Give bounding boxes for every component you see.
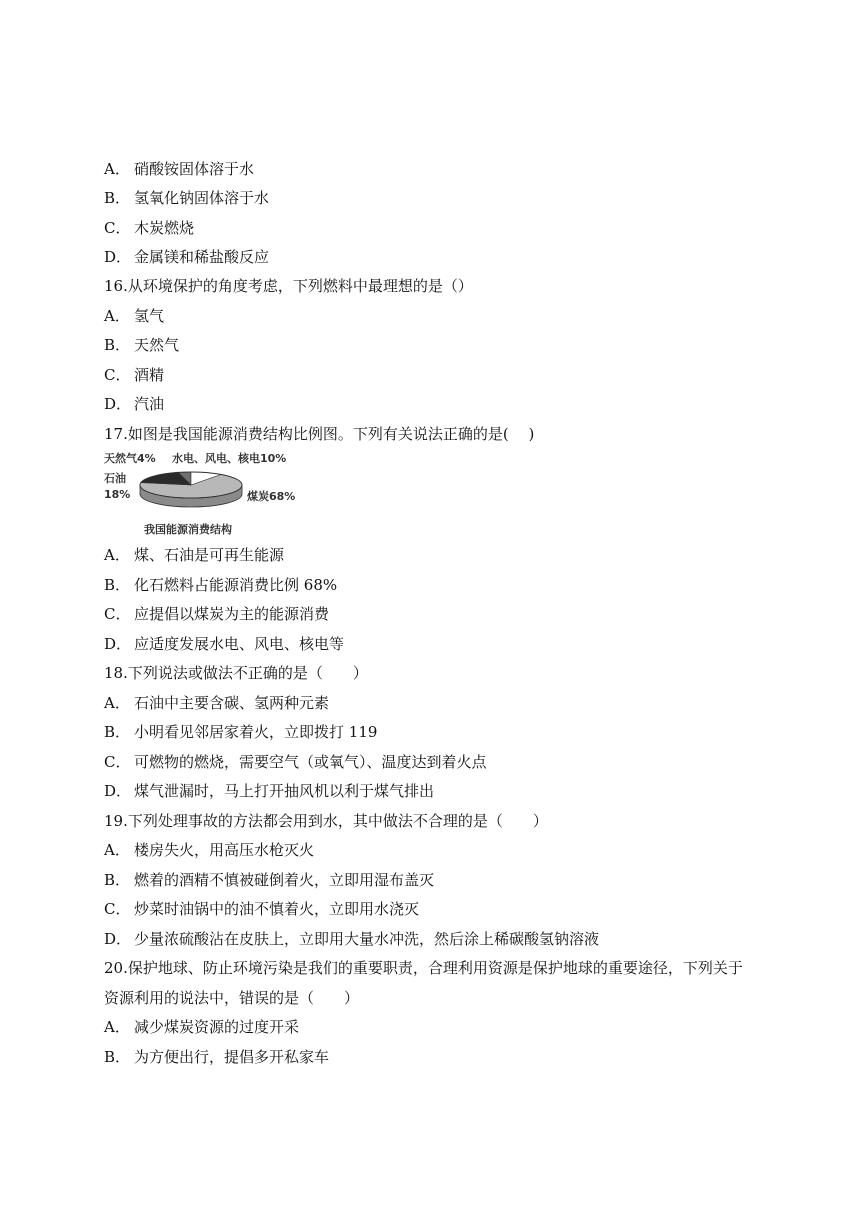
option-label: B． — [104, 189, 131, 207]
option-text: 为方便出行，提倡多开私家车 — [134, 1048, 330, 1066]
option-text: 煤气泄漏时，马上打开抽风机以利于煤气排出 — [134, 782, 435, 800]
q20-option-a — [104, 1017, 299, 1037]
option-text: 汽油 — [134, 395, 165, 413]
option-text: 硝酸铵固体溶于水 — [134, 160, 255, 178]
q16-option-b — [104, 335, 179, 355]
option-text: 可燃物的燃烧，需要空气（或氧气）、温度达到着火点 — [134, 753, 487, 771]
q16-option-d — [104, 394, 164, 414]
option-label: C． — [104, 366, 131, 384]
q20-stem-line-2: 资源利用的说法中，错误的是（ ） — [104, 989, 360, 1007]
q15-option-b — [104, 188, 269, 208]
label-natural-gas: 天然气4% — [104, 452, 156, 465]
q18-option-b — [104, 722, 377, 742]
option-label: B． — [104, 871, 131, 889]
option-text: 氢氧化钠固体溶于水 — [134, 189, 270, 207]
option-text: 应适度发展水电、风电、核电等 — [134, 635, 345, 653]
option-text: 楼房失火，用高压水枪灭火 — [134, 841, 315, 859]
label-oil-name: 石油 — [104, 472, 126, 485]
option-label: D． — [104, 782, 132, 800]
option-text: 氢气 — [134, 307, 165, 325]
option-text: 应提倡以煤炭为主的能源消费 — [134, 605, 330, 623]
option-label: A． — [104, 546, 130, 564]
option-text: 煤、石油是可再生能源 — [134, 546, 285, 564]
label-hydro-wind-nuclear: 水电、风电、核电10% — [172, 452, 287, 465]
energy-pie-figure — [104, 449, 314, 541]
option-text: 金属镁和稀盐酸反应 — [134, 248, 270, 266]
option-text: 酒精 — [134, 366, 165, 384]
option-label: C． — [104, 219, 131, 237]
q20-stem-line-1: 20.保护地球、防止环境污染是我们的重要职责，合理利用资源是保护地球的重要途径，下列关于 — [104, 959, 743, 977]
option-label: A． — [104, 160, 130, 178]
q20-option-b — [104, 1047, 329, 1067]
q17-option-b — [104, 575, 337, 595]
energy-pie-svg — [104, 449, 314, 541]
option-label: A． — [104, 307, 130, 325]
option-label: D． — [104, 248, 132, 266]
option-text: 小明看见邻居家着火，立即拨打 119 — [134, 723, 378, 741]
option-label: D． — [104, 395, 132, 413]
q18-option-c — [104, 752, 487, 772]
q17-option-d — [104, 634, 344, 654]
option-label: C． — [104, 900, 131, 918]
option-label: D． — [104, 635, 132, 653]
option-label: B． — [104, 723, 131, 741]
option-text: 化石燃料占能源消费比例 68% — [134, 576, 338, 594]
figure-caption: 我国能源消费结构 — [144, 523, 232, 536]
option-label: B． — [104, 336, 131, 354]
option-text: 天然气 — [134, 336, 180, 354]
option-label: C． — [104, 753, 131, 771]
q18-stem: 18.下列说法或做法不正确的是（ ） — [104, 664, 368, 682]
q19-option-a — [104, 840, 314, 860]
label-oil-percent: 18% — [104, 488, 131, 501]
option-label: D． — [104, 930, 132, 948]
q15-option-c — [104, 218, 194, 238]
q16-stem: 16.从环境保护的角度考虑，下列燃料中最理想的是（） — [104, 277, 473, 295]
q19-option-b — [104, 870, 434, 890]
q19-option-d — [104, 929, 599, 949]
q18-option-d — [104, 781, 434, 801]
q16-option-a — [104, 306, 164, 326]
option-label: C． — [104, 605, 131, 623]
q18-option-a — [104, 693, 329, 713]
q19-option-c — [104, 899, 419, 919]
q17-option-a — [104, 545, 284, 565]
q16-option-c — [104, 365, 164, 385]
option-text: 减少煤炭资源的过度开采 — [134, 1018, 300, 1036]
option-text: 石油中主要含碳、氢两种元素 — [134, 694, 330, 712]
option-label: A． — [104, 841, 130, 859]
q17-option-c — [104, 604, 329, 624]
option-label: B． — [104, 576, 131, 594]
option-text: 木炭燃烧 — [134, 219, 195, 237]
q19-stem: 19.下列处理事故的方法都会用到水，其中做法不合理的是（ ） — [104, 812, 548, 830]
q17-stem: 17.如图是我国能源消费结构比例图。下列有关说法正确的是( ) — [104, 425, 535, 443]
option-text: 少量浓硫酸沾在皮肤上，立即用大量水冲洗，然后涂上稀碳酸氢钠溶液 — [134, 930, 600, 948]
q15-option-d — [104, 247, 269, 267]
q15-option-a — [104, 159, 254, 179]
option-text: 炒菜时油锅中的油不慎着火，立即用水浇灭 — [134, 900, 420, 918]
option-text: 燃着的酒精不慎被碰倒着火，立即用湿布盖灭 — [134, 871, 435, 889]
option-label: A． — [104, 1018, 130, 1036]
label-coal: 煤炭68% — [247, 490, 296, 503]
option-label: A． — [104, 694, 130, 712]
option-label: B． — [104, 1048, 131, 1066]
